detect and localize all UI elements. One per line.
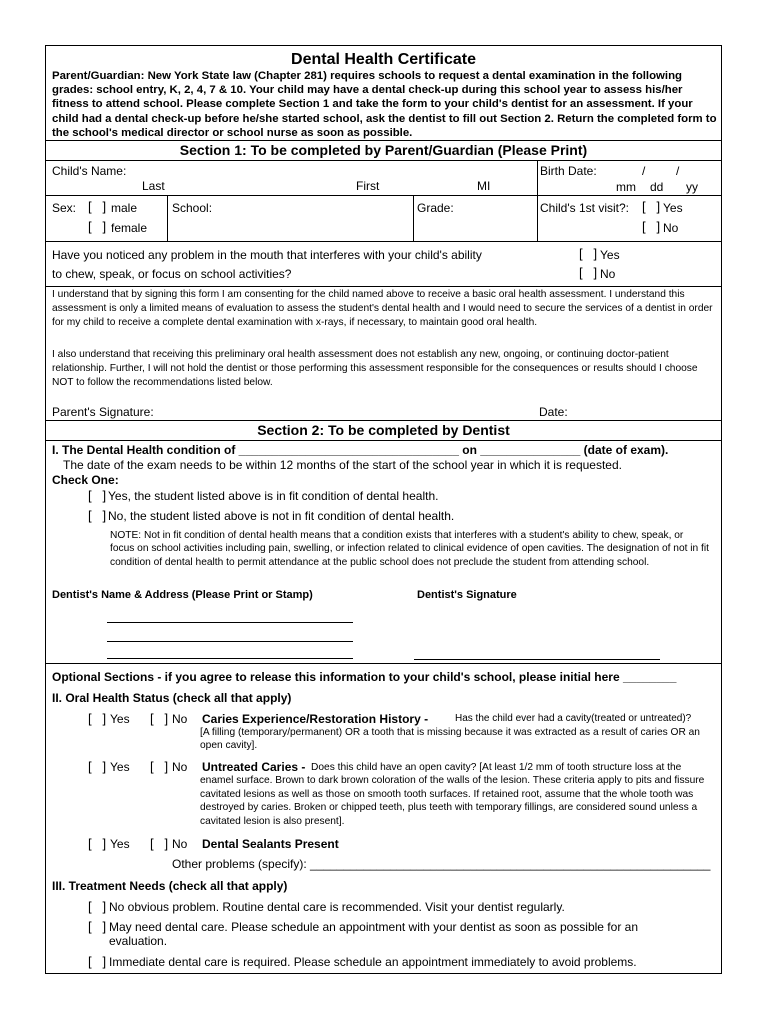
treatment-1-checkbox[interactable]: [ ] bbox=[88, 899, 107, 914]
problem-question-line1: Have you noticed any problem in the mouth that interferes with your child's ability bbox=[52, 248, 482, 262]
untreated-yes-checkbox[interactable]: [ ] bbox=[88, 759, 107, 774]
sealants-no-checkbox[interactable]: [ ] bbox=[150, 836, 169, 851]
dentist-name-line-3[interactable] bbox=[107, 658, 353, 659]
caries-yes-label: Yes bbox=[110, 712, 130, 726]
fit-yes-label: Yes, the student listed above is in fit condition of dental health. bbox=[108, 489, 439, 503]
untreated-description: Does this child have an open cavity? [At least 1/2 mm of tooth structure loss at the enamel surface. Brown to dark brown coloration of the walls of the lesion. These criteria apply to pits and fissure cavitated lesions as well as those on smooth tooth surfaces. If retained root, assume that the whole tooth was destroyed by caries. Broken or chipped teeth, plus teeth with temporary fillings, are considered sound unless a cavitated lesion is also present]. bbox=[200, 762, 705, 827]
dental-condition-line[interactable]: I. The Dental Health condition of _________________________________ on _______________ (date of exam). bbox=[52, 443, 669, 457]
caries-yes-checkbox[interactable]: [ ] bbox=[88, 711, 107, 726]
first-visit-no-label: No bbox=[663, 221, 679, 235]
section2-heading: Section 2: To be completed by Dentist bbox=[257, 422, 510, 438]
untreated-no-checkbox[interactable]: [ ] bbox=[150, 759, 169, 774]
dentist-signature-label: Dentist's Signature bbox=[417, 589, 517, 601]
childs-name-label: Child's Name: bbox=[52, 164, 127, 178]
mi-label: MI bbox=[477, 179, 491, 193]
optional-sections-heading[interactable]: Optional Sections - if you agree to release this information to your child's school, please initial here ________ bbox=[52, 670, 677, 684]
consent-paragraph-2: I also understand that receiving this preliminary oral health assessment does not establish any new, ongoing, or continuing doctor-patient relationship. Further, I will not hold the dentist or those performing this assessment responsible for the consequences or results should I choose NOT to follow the recommendations listed below. bbox=[52, 349, 698, 388]
untreated-yes-label: Yes bbox=[110, 760, 130, 774]
caries-title: Caries Experience/Restoration History - bbox=[202, 712, 429, 726]
parent-signature-label[interactable]: Parent's Signature: bbox=[52, 405, 154, 419]
section1-heading: Section 1: To be completed by Parent/Guardian (Please Print) bbox=[179, 142, 588, 158]
form-title: Dental Health Certificate bbox=[291, 51, 476, 68]
treatment-2-label: May need dental care. Please schedule an appointment with your dentist as soon as possible for an evaluation. bbox=[109, 920, 638, 948]
sex-label: Sex: bbox=[52, 201, 77, 215]
date-slash-2: / bbox=[676, 164, 680, 178]
first-visit-no-checkbox[interactable]: [ ] bbox=[642, 219, 661, 234]
treatment-2-checkbox[interactable]: [ ] bbox=[88, 919, 107, 934]
dentist-name-line-1[interactable] bbox=[107, 622, 353, 623]
caries-question: Has the child ever had a cavity(treated or untreated)? bbox=[455, 713, 692, 724]
treatment-1-label: No obvious problem. Routine dental care is recommended. Visit your dentist regularly. bbox=[109, 900, 565, 914]
problem-yes-label: Yes bbox=[600, 248, 620, 262]
parent-date-label[interactable]: Date: bbox=[539, 405, 568, 419]
dd-label: dd bbox=[650, 180, 664, 194]
problem-no-label: No bbox=[600, 267, 616, 281]
female-label: female bbox=[111, 221, 148, 235]
oral-health-status-heading: II. Oral Health Status (check all that apply) bbox=[52, 691, 292, 705]
caries-no-label: No bbox=[172, 712, 188, 726]
sealants-title: Dental Sealants Present bbox=[202, 837, 339, 851]
fit-no-label: No, the student listed above is not in fit condition of dental health. bbox=[108, 509, 455, 523]
last-name-label: Last bbox=[142, 179, 165, 193]
sealants-yes-label: Yes bbox=[110, 837, 130, 851]
untreated-title: Untreated Caries - bbox=[202, 760, 306, 774]
caries-no-checkbox[interactable]: [ ] bbox=[150, 711, 169, 726]
dentist-name-line-2[interactable] bbox=[107, 641, 353, 642]
dental-health-certificate-form bbox=[45, 45, 722, 974]
sealants-yes-checkbox[interactable]: [ ] bbox=[88, 836, 107, 851]
first-visit-yes-label: Yes bbox=[663, 201, 683, 215]
sealants-no-label: No bbox=[172, 837, 188, 851]
problem-question-line2: to chew, speak, or focus on school activities? bbox=[52, 267, 292, 281]
treatment-3-checkbox[interactable]: [ ] bbox=[88, 954, 107, 969]
female-checkbox[interactable]: [ ] bbox=[88, 219, 107, 234]
problem-yes-checkbox[interactable]: [ ] bbox=[579, 246, 598, 261]
first-visit-label: Child's 1st visit?: bbox=[540, 201, 629, 215]
caries-description: [A filling (temporary/permanent) OR a tooth that is missing because it was extracted as a result of caries OR an open cavity]. bbox=[200, 727, 700, 752]
check-one-label: Check One: bbox=[52, 473, 119, 487]
yy-label: yy bbox=[686, 180, 698, 194]
other-problems-field[interactable]: Other problems (specify): ____________________________________________________________ bbox=[172, 857, 711, 871]
consent-paragraph-1: I understand that by signing this form I am consenting for the child named above to receive a basic oral health assessment. I understand this assessment is only a limited means of evaluation to assess the student's dental health and I would need to secure the services of a dentist in order for my child to receive a complete dental examination with x-rays, if necessary, to maintain good oral health. bbox=[52, 289, 713, 328]
problem-no-checkbox[interactable]: [ ] bbox=[579, 265, 598, 280]
exam-date-note: The date of the exam needs to be within 12 months of the start of the school year in which it is requested. bbox=[63, 458, 622, 472]
male-label: male bbox=[111, 201, 138, 215]
first-name-label: First bbox=[356, 179, 380, 193]
fit-no-checkbox[interactable]: [ ] bbox=[88, 508, 107, 523]
grade-label[interactable]: Grade: bbox=[417, 201, 454, 215]
fit-yes-checkbox[interactable]: [ ] bbox=[88, 488, 107, 503]
treatment-needs-heading: III. Treatment Needs (check all that apply) bbox=[52, 879, 288, 893]
fit-condition-note: NOTE: Not in fit condition of dental health means that a condition exists that interferes with a student's ability to chew, speak, or focus on school activities including pain, swelling, or infection related to clinical evidence of open cavities. The designation of not in fit condition of dental health to permit attendance at the public school does not preclude the student from attending school. bbox=[110, 530, 709, 568]
dentist-name-label: Dentist's Name & Address (Please Print or Stamp) bbox=[52, 589, 313, 601]
first-visit-yes-checkbox[interactable]: [ ] bbox=[642, 199, 661, 214]
date-slash-1: / bbox=[642, 164, 646, 178]
school-label[interactable]: School: bbox=[172, 201, 213, 215]
birth-date-label: Birth Date: bbox=[540, 164, 597, 178]
intro-text: Parent/Guardian: New York State law (Chapter 281) requires schools to request a dental examination in the following grades: school entry, K, 2, 4, 7 & 10. Your child may have a dental check-up during this school year to assess his/her fitness to attend school. Please complete Section 1 and take the form to your child's dentist for an assessment. If your child had a dental check-up before he/she started school, ask the dentist to fill out Section 2. Return the completed form to the school's medical director or school nurse as soon as possible. bbox=[52, 70, 717, 139]
male-checkbox[interactable]: [ ] bbox=[88, 199, 107, 214]
untreated-no-label: No bbox=[172, 760, 188, 774]
dentist-signature-line[interactable] bbox=[414, 659, 660, 660]
treatment-3-label: Immediate dental care is required. Please schedule an appointment immediately to avoid problems. bbox=[109, 955, 637, 969]
mm-label: mm bbox=[616, 180, 636, 194]
